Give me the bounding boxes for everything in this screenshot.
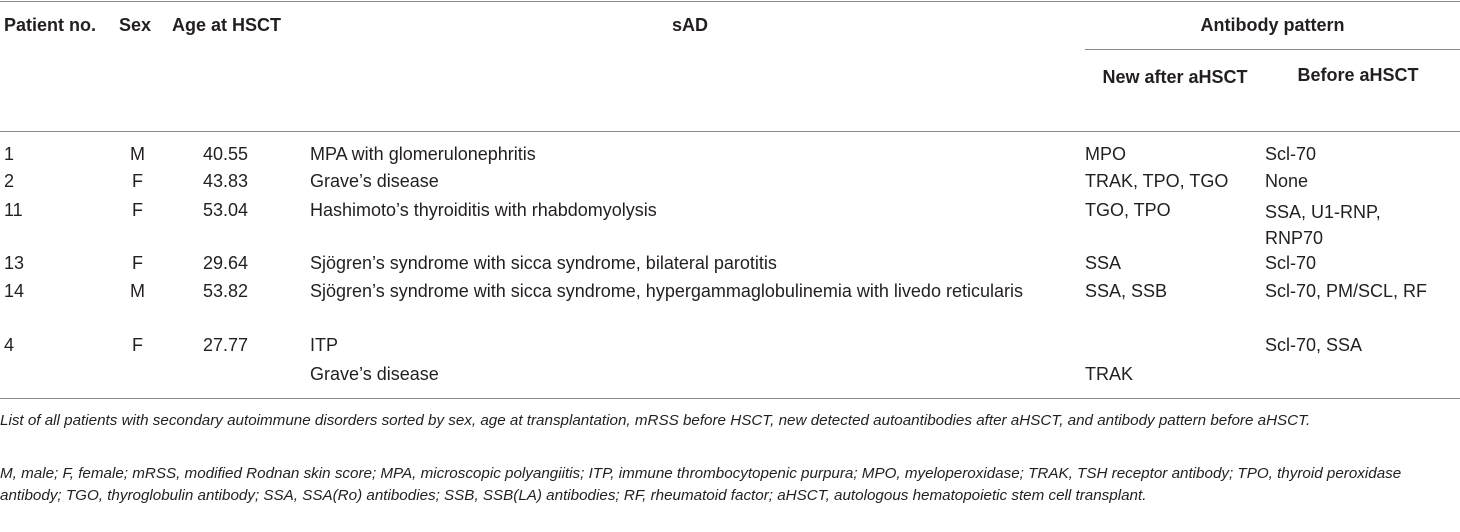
cell-before: None [1265, 171, 1309, 191]
header-bottom-rule [0, 131, 1460, 132]
header-before-ahsct: Before aHSCT [1297, 65, 1419, 85]
cell-before: SSA, U1-RNP, RNP70 [1265, 202, 1381, 248]
header-new-after-ahsct: New after aHSCT [1102, 67, 1248, 87]
cell-sex: M [130, 144, 145, 164]
cell-new-after: TRAK [1085, 364, 1134, 384]
cell-new-after: TRAK, TPO, TGO [1085, 171, 1229, 191]
cell-sad: ITP [310, 335, 339, 355]
cell-new-after: MPO [1085, 144, 1127, 164]
cell-sex: F [132, 253, 143, 273]
cell-new-after: SSA [1085, 253, 1122, 273]
cell-sad: Sjögren’s syndrome with sicca syndrome, hypergammaglobulinemia with livedo reticularis [310, 281, 1023, 301]
cell-patient-no: 13 [4, 253, 25, 273]
top-rule [0, 1, 1460, 2]
cell-sex: M [130, 281, 145, 301]
antibody-pattern-underline [1085, 49, 1460, 50]
cell-sad: Sjögren’s syndrome with sicca syndrome, bilateral parotitis [310, 253, 777, 273]
header-patient-no: Patient no. [4, 15, 97, 35]
cell-patient-no: 1 [4, 144, 15, 164]
cell-patient-no: 4 [4, 335, 15, 355]
header-sad: sAD [671, 15, 708, 35]
cell-patient-no: 14 [4, 281, 25, 301]
cell-sad: Grave’s disease [310, 171, 439, 191]
abbreviations-note: M, male; F, female; mRSS, modified Rodnan skin score; MPA, microscopic polyangiitis; ITP, immune thrombocytopenic purpura; MPO, myeloperoxidase; TRAK, TSH receptor antibody; TPO, thyroid peroxidase antibody; TGO, thyroglobulin antibody; SSA, SSA(Ro) antibodies; SSB, SSB(LA) antibodies; RF, rheumatoid factor; aHSCT, autologous hematopoietic stem cell transplant. [0, 465, 1402, 504]
cell-before: Scl-70 [1265, 144, 1317, 164]
cell-sex: F [132, 335, 143, 355]
cell-age: 27.77 [203, 335, 249, 355]
cell-new-after: TGO, TPO [1085, 200, 1171, 220]
cell-before: Scl-70, SSA [1265, 335, 1363, 355]
header-sex: Sex [119, 15, 152, 35]
cell-age: 53.82 [203, 281, 249, 301]
cell-sad: Grave’s disease [310, 364, 439, 384]
cell-new-after: SSA, SSB [1085, 281, 1168, 301]
table-bottom-rule [0, 398, 1460, 399]
cell-patient-no: 2 [4, 171, 15, 191]
cell-age: 29.64 [203, 253, 249, 273]
cell-sad: Hashimoto’s thyroiditis with rhabdomyolysis [310, 200, 657, 220]
cell-age: 40.55 [203, 144, 249, 164]
cell-sad: MPA with glomerulonephritis [310, 144, 536, 164]
cell-sex: F [132, 200, 143, 220]
cell-age: 53.04 [203, 200, 249, 220]
header-antibody-pattern: Antibody pattern [1200, 15, 1345, 35]
table-caption: List of all patients with secondary autoimmune disorders sorted by sex, age at transplantation, mRSS before HSCT, new detected autoantibodies after aHSCT, and antibody pattern before aHSCT. [0, 412, 1311, 429]
header-age: Age at HSCT [172, 15, 282, 35]
cell-sex: F [132, 171, 143, 191]
cell-before: Scl-70, PM/SCL, RF [1265, 281, 1428, 301]
cell-age: 43.83 [203, 171, 249, 191]
cell-before: Scl-70 [1265, 253, 1317, 273]
cell-patient-no: 11 [4, 200, 23, 220]
